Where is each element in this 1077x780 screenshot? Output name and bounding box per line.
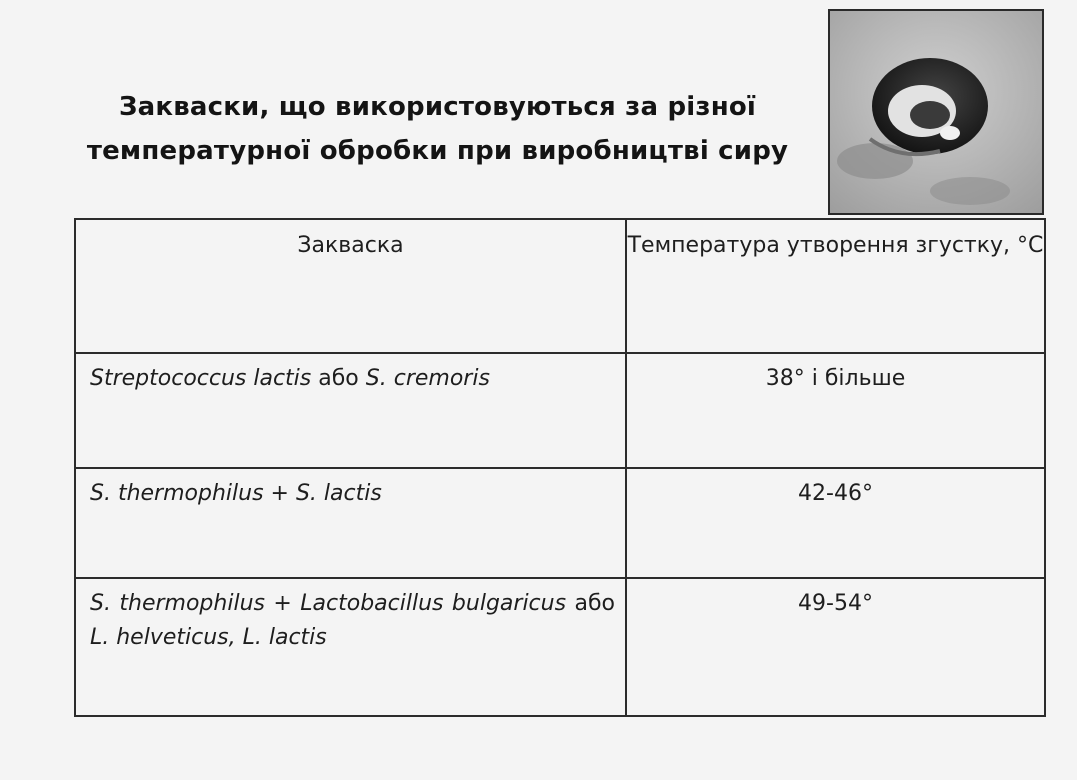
temperature-cell bbox=[626, 353, 1045, 468]
starter-name bbox=[76, 469, 625, 511]
table-row bbox=[75, 353, 1045, 468]
slide-title bbox=[60, 85, 815, 173]
title-line-1: Закваски, що використовуються за різної bbox=[118, 92, 757, 123]
temperature-value: 38° і більше bbox=[765, 366, 906, 391]
species-text: S. thermophilus bbox=[90, 591, 265, 616]
species-text: Lactobacillus bulgaricus bbox=[300, 591, 567, 616]
species-text: S. cremoris bbox=[365, 366, 490, 391]
starter-cell bbox=[75, 578, 626, 716]
starter-table bbox=[74, 218, 1046, 717]
title-line-2: температурної обробки при виробництві сиру bbox=[86, 136, 789, 167]
connector-text: + bbox=[264, 591, 301, 616]
cheese-photo-icon bbox=[830, 11, 1042, 213]
header-cell-starter bbox=[75, 219, 626, 353]
table-header-row bbox=[75, 219, 1045, 353]
starter-name bbox=[76, 579, 625, 655]
connector-text: або bbox=[311, 366, 366, 391]
species-text: Streptococcus lactis bbox=[90, 366, 312, 391]
species-text: S. thermophilus bbox=[90, 481, 264, 506]
connector-text: або bbox=[566, 591, 616, 616]
temperature-value: 49-54° bbox=[798, 591, 873, 616]
temperature-value: 42-46° bbox=[798, 481, 873, 506]
starter-cell bbox=[75, 468, 626, 578]
header-temperature: Температура утворення згустку, °С bbox=[627, 233, 1044, 258]
temperature-cell bbox=[626, 468, 1045, 578]
connector-text: + bbox=[263, 481, 296, 506]
table-row bbox=[75, 468, 1045, 578]
species-text: S. lactis bbox=[295, 481, 382, 506]
starter-cell bbox=[75, 353, 626, 468]
header-cell-temperature bbox=[626, 219, 1045, 353]
header-starter: Закваска bbox=[297, 233, 404, 258]
table-row bbox=[75, 578, 1045, 716]
starter-name bbox=[76, 354, 625, 396]
species-text: L. helveticus, L. lactis bbox=[90, 625, 327, 650]
cheese-photo bbox=[828, 9, 1044, 215]
temperature-cell bbox=[626, 578, 1045, 716]
